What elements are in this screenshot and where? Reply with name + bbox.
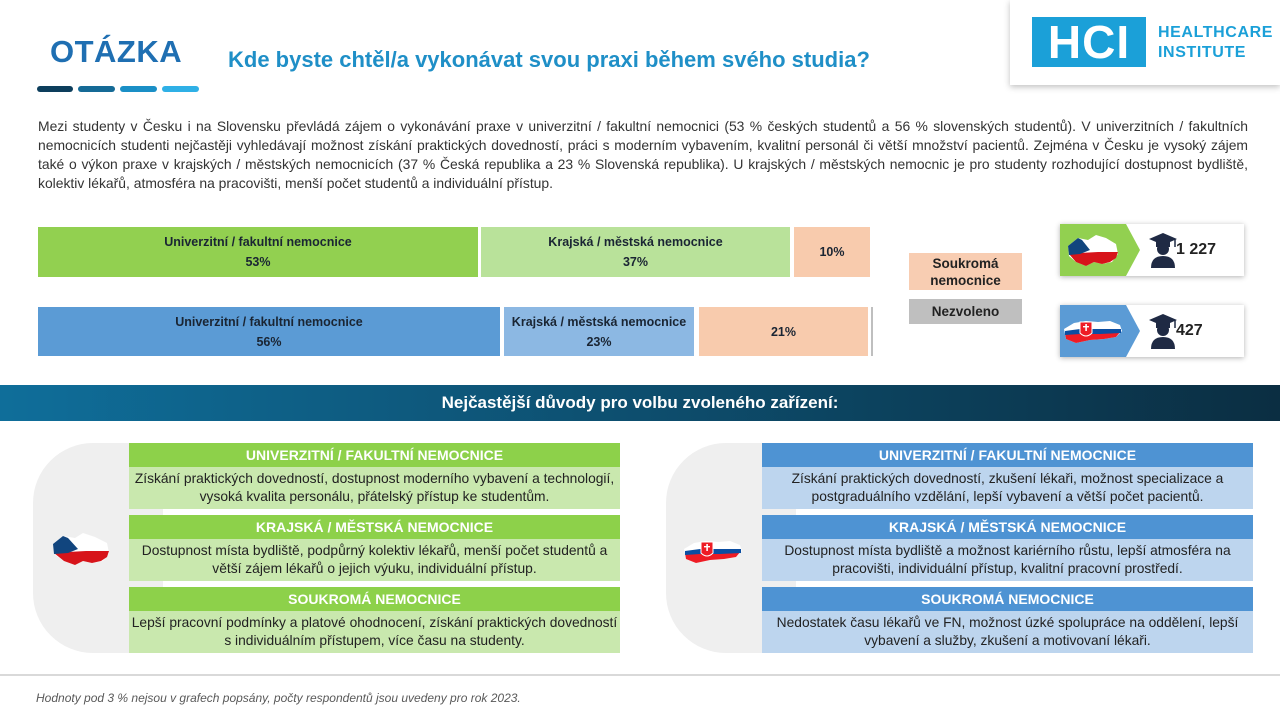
decor-dash xyxy=(78,86,115,92)
sk-reason-soukr-title: SOUKROMÁ NEMOCNICE xyxy=(762,587,1253,611)
cz-reason-uni-text: Získání praktických dovedností, dostupnost moderního vybavení a technologií, vysoká kvalita personálu, přátelský přístup ke studentům. xyxy=(129,467,620,509)
cz-bar-uni xyxy=(38,227,478,277)
sk-reason-kraj-text: Dostupnost místa bydliště a možnost kariérního růstu, lepší atmosféra na pracovišti, individuální přístup, kvalitní pracovní prostředí. xyxy=(762,539,1253,581)
section-label: OTÁZKA xyxy=(50,34,183,69)
footer-divider xyxy=(0,674,1280,676)
cz-bar-soukr-value: 10% xyxy=(819,245,845,259)
cz-bar-kraj xyxy=(481,227,790,277)
cz-bar-soukr xyxy=(794,227,870,277)
sk-flag-icon xyxy=(1060,305,1126,357)
sk-count-value: 427 xyxy=(1176,322,1203,339)
sk-bar-nezvoleno xyxy=(871,307,873,356)
cz-arrow-icon xyxy=(1126,224,1140,276)
graduate-icon xyxy=(1148,232,1178,268)
intro-paragraph: Mezi studenty v Česku i na Slovensku převládá zájem o vykonávání praxe v univerzitní / fakultní nemocnici (53 % českých studentů a 56 % slovenských studentů). V univerzitních / fakultních nemocnicích studenti nejčastěji vyhledávají možnost získání praktických dovedností, práci s moderním vybavením, kvalitní personál či větší množství pacientů. Zejména v Česku je vysoký zájem také o výkon praxe v krajských / městských nemocnicích (37 % Česká republika a 23 % Slovenská republika). U krajských / městských nemocnic je pro studenty rozhodující dostupnost bydliště, kolektiv lékařů, atmosféra na pracovišti, menší počet studentů a individuální přístup. xyxy=(38,118,1248,191)
sk-bar-uni-value: 56% xyxy=(256,334,282,349)
cz-reason-soukr-title: SOUKROMÁ NEMOCNICE xyxy=(129,587,620,611)
sk-map-icon xyxy=(682,534,744,568)
logo-line-2: INSTITUTE xyxy=(1158,44,1247,61)
sk-bar-soukr-value: 21% xyxy=(770,324,797,339)
sk-bar-soukr xyxy=(699,307,868,356)
legend-soukroma: Soukromá nemocnice xyxy=(909,253,1022,290)
cz-reason-soukr-text: Lepší pracovní podmínky a platové ohodnocení, získání praktických dovedností s individuálním přístupem, více času na studenty. xyxy=(129,611,620,653)
cz-flag-icon xyxy=(1060,224,1126,276)
graduate-icon xyxy=(1148,313,1178,349)
decor-dash xyxy=(162,86,199,92)
legend-nezvoleno: Nezvoleno xyxy=(909,299,1022,324)
question-title: Kde byste chtěl/a vykonávat svou praxi během svého studia? xyxy=(228,47,870,72)
cz-bar-kraj-label: Krajská / městská nemocnice xyxy=(548,235,723,249)
sk-bar-uni xyxy=(38,307,500,356)
sk-reason-uni-title: UNIVERZITNÍ / FAKULTNÍ NEMOCNICE xyxy=(762,443,1253,467)
reasons-banner-text: Nejčastější důvody pro volbu zvoleného zařízení: xyxy=(441,393,839,412)
decor-dash xyxy=(37,86,73,92)
decor-dash xyxy=(120,86,157,92)
cz-bar-uni-value: 53% xyxy=(245,255,271,269)
cz-reason-kraj-title: KRAJSKÁ / MĚSTSKÁ NEMOCNICE xyxy=(129,515,620,539)
hci-logo xyxy=(1010,0,1280,85)
sk-reason-soukr-text: Nedostatek času lékařů ve FN, možnost úzké spolupráce na oddělení, lepší vybavení a služby, zkušení a motivovaní lékaři. xyxy=(762,611,1253,653)
sk-bar-kraj xyxy=(504,307,694,356)
reasons-banner xyxy=(0,385,1280,421)
cz-reason-kraj-text: Dostupnost místa bydliště, podpůrný kolektiv lékařů, menší počet studentů a větší zájem lékařů o jejich výuku, individuální přístup. xyxy=(129,539,620,581)
sk-arrow-icon xyxy=(1126,305,1140,357)
cz-count-value: 1 227 xyxy=(1176,241,1217,258)
sk-reason-kraj-title: KRAJSKÁ / MĚSTSKÁ NEMOCNICE xyxy=(762,515,1253,539)
logo-mark: HCI xyxy=(1032,17,1146,67)
cz-reason-uni-title: UNIVERZITNÍ / FAKULTNÍ NEMOCNICE xyxy=(129,443,620,467)
logo-line-1: HEALTHCARE xyxy=(1158,24,1274,41)
cz-bar-uni-label: Univerzitní / fakultní nemocnice xyxy=(164,235,352,249)
sk-bar-uni-label: Univerzitní / fakultní nemocnice xyxy=(175,314,363,329)
footnote: Hodnoty pod 3 % nejsou v grafech popsány, počty respondentů jsou uvedeny pro rok 2023. xyxy=(36,691,521,705)
cz-bar-kraj-value: 37% xyxy=(622,255,649,269)
cz-respondent-count xyxy=(1060,224,1244,276)
sk-bar-kraj-label: Krajská / městská nemocnice xyxy=(511,314,687,329)
sk-bar-kraj-value: 23% xyxy=(586,334,612,349)
sk-respondent-count xyxy=(1060,305,1244,357)
sk-reason-uni-text: Získání praktických dovedností, zkušení lékaři, možnost specializace a postgraduálního vzdělání, lepší vybavení a větší počet pacientů. xyxy=(762,467,1253,509)
cz-map-icon xyxy=(50,530,112,570)
